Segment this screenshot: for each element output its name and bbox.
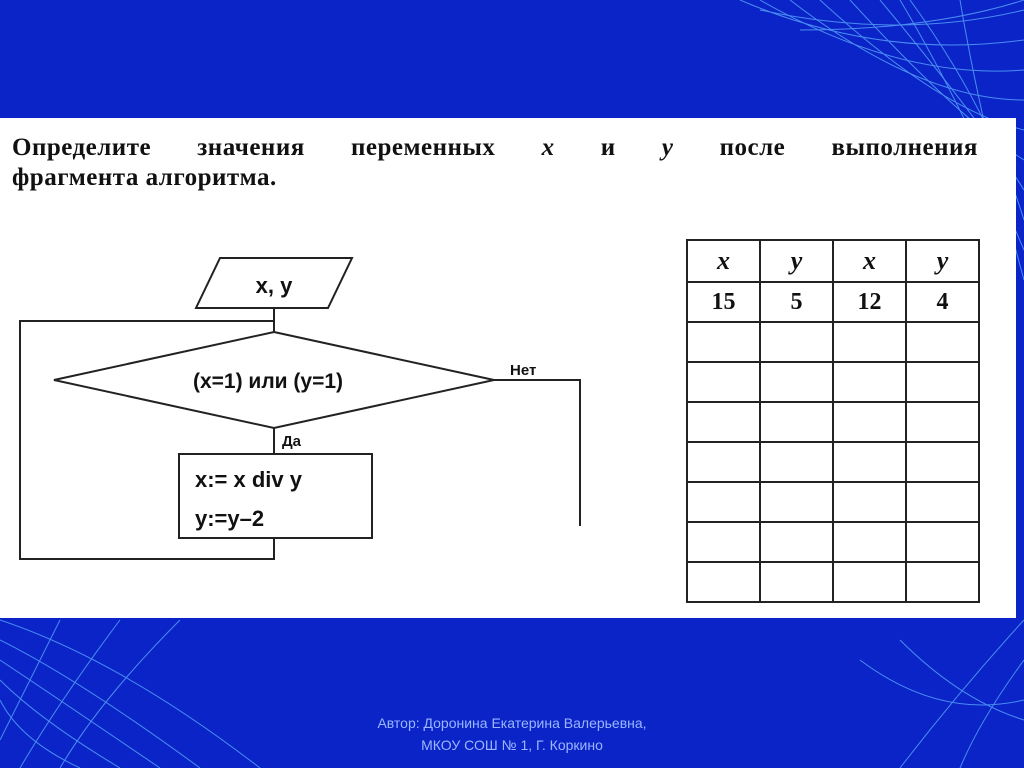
- table-cell[interactable]: [906, 402, 979, 442]
- table-cell[interactable]: [687, 522, 760, 562]
- table-cell[interactable]: [687, 562, 760, 602]
- table-cell[interactable]: [760, 322, 833, 362]
- action-line-2: y:=y–2: [195, 506, 265, 531]
- header-cell: x: [687, 240, 760, 282]
- table-cell[interactable]: 5: [760, 282, 833, 322]
- table-row: [687, 282, 979, 322]
- header-cell: y: [906, 240, 979, 282]
- yes-label: Да: [282, 433, 302, 450]
- table-row: [687, 482, 979, 522]
- table-row: [687, 322, 979, 362]
- table-cell[interactable]: 15: [687, 282, 760, 322]
- question-word: значения: [197, 134, 305, 161]
- footer-line-1: Автор: Доронина Екатерина Валерьевна,: [377, 715, 647, 731]
- table-cell[interactable]: [760, 562, 833, 602]
- table-cell[interactable]: [833, 562, 906, 602]
- table-row: [687, 362, 979, 402]
- table-cell[interactable]: [760, 442, 833, 482]
- question-word: после: [719, 134, 786, 161]
- table-cell[interactable]: [760, 362, 833, 402]
- question-word: y: [661, 134, 674, 161]
- table-cell[interactable]: [760, 482, 833, 522]
- question-word: Определите: [12, 134, 152, 161]
- table-cell[interactable]: [687, 402, 760, 442]
- table-cell[interactable]: [687, 482, 760, 522]
- no-label: Нет: [510, 362, 537, 379]
- question-word: x: [541, 134, 555, 161]
- table-cell[interactable]: [833, 322, 906, 362]
- table-cell[interactable]: [687, 442, 760, 482]
- trace-table: [686, 239, 980, 603]
- table-cell[interactable]: [906, 522, 979, 562]
- table-header-row: [687, 240, 979, 282]
- table-cell[interactable]: [906, 362, 979, 402]
- table-cell[interactable]: [687, 322, 760, 362]
- footer-line-2: МКОУ СОШ № 1, Г. Коркино: [421, 737, 603, 753]
- table-cell[interactable]: [906, 482, 979, 522]
- table-cell[interactable]: [833, 442, 906, 482]
- header-cell: y: [760, 240, 833, 282]
- table-cell[interactable]: [833, 522, 906, 562]
- question-word: и: [600, 134, 616, 161]
- question-line-2: фрагмента алгоритма.: [12, 164, 277, 191]
- table-cell[interactable]: [833, 402, 906, 442]
- action-line-1: x:= x div y: [195, 467, 303, 492]
- table-cell[interactable]: [760, 402, 833, 442]
- flowchart: [0, 118, 600, 618]
- table-cell[interactable]: [906, 562, 979, 602]
- table-cell[interactable]: [760, 522, 833, 562]
- condition-label: (x=1) или (y=1): [192, 370, 344, 393]
- question-word: выполнения: [831, 134, 978, 161]
- table-row: [687, 562, 979, 602]
- table-cell[interactable]: [833, 362, 906, 402]
- table-cell[interactable]: 12: [833, 282, 906, 322]
- header-cell: x: [833, 240, 906, 282]
- table-cell[interactable]: [833, 482, 906, 522]
- table-cell[interactable]: [906, 322, 979, 362]
- table-row: [687, 402, 979, 442]
- table-row: [687, 442, 979, 482]
- question-word: переменных: [350, 134, 496, 161]
- table-cell[interactable]: [906, 442, 979, 482]
- author-footer: [0, 712, 1024, 756]
- table-cell[interactable]: 4: [906, 282, 979, 322]
- table-row: [687, 522, 979, 562]
- input-label: x, y: [255, 273, 293, 298]
- table-cell[interactable]: [687, 362, 760, 402]
